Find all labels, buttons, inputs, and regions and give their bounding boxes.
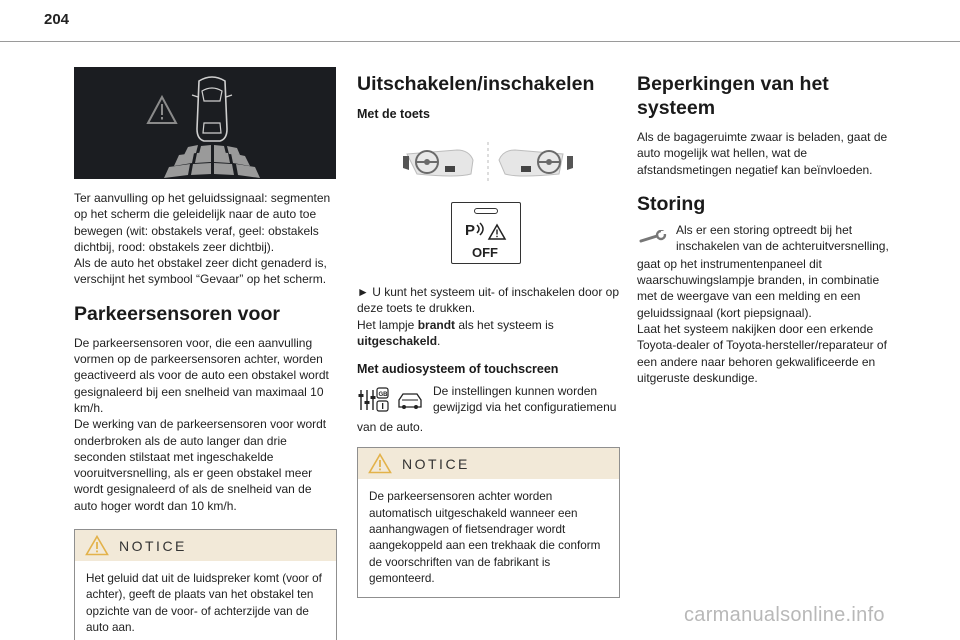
section-heading-limitations: Beperkingen van het systeem [637, 73, 829, 119]
page-number: 204 [44, 11, 70, 28]
subheading-audio: Met audiosysteem of touchscreen [357, 362, 559, 377]
section-heading-malfunction: Storing [637, 192, 706, 215]
svg-text:GB: GB [378, 392, 388, 399]
front-sensors-para-2: De werking van de parkeersensoren voor wordt onderbroken als de auto langer dan drie seconden stilstaat met ingeschakelde vooruitversnelling, als er geen obstakel meer wordt gesignaleerd of als de snelheid van de auto hoger wordt dan 10 km/h. [74, 417, 327, 513]
notice-title: NOTICE [402, 456, 470, 473]
dashboard-steering-wheel-icon [357, 134, 619, 194]
malfunction-row [637, 223, 899, 256]
notice-text: Het geluid dat uit de luidspreker komt (voor of achter), geeft de plaats van het obstakel ten opzichte van de voor- of achterzijde van de auto aan. [86, 572, 322, 634]
parking-display-figure [74, 67, 336, 179]
settings-car-menu-icon [357, 386, 423, 414]
subheading-with-button: Met de toets [357, 107, 430, 121]
lamp-text-bold-2: uitgeschakeld [357, 333, 438, 348]
notice-text: De parkeersensoren achter worden automatisch uitgeschakeld wanneer een aanhangwagen of fietsendrager wordt aangekoppeld aan een trekhaak die conform de voorschriften van de fabrikant is gemonteerd. [369, 490, 601, 585]
section-heading-disable-enable: Uitschakelen/inschakelen [357, 73, 595, 95]
parking-sensor-symbol-icon [465, 221, 509, 247]
notice-header [358, 448, 619, 479]
malfunction-text-3: Laat het systeem nakijken door een erkende Toyota-dealer of Toyota-hersteller/reparateur of een andere naar behoren gekwalificeerde en uitgeruste deskundige. [637, 322, 887, 385]
button-location-illustration [357, 122, 619, 272]
indicator-lamp-icon [474, 208, 498, 214]
lamp-text-bold-1: brandt [417, 317, 456, 332]
lamp-status-text [357, 317, 619, 350]
column-right [637, 72, 899, 386]
front-sensors-para-1: De parkeersensoren voor, die een aanvulling vormen op de parkeersensoren achter, worden geactiveerd als voor de auto een obstakel wordt gesignaleerd bij een snelheid van maximaal 10 km/h. [74, 335, 329, 415]
section-heading-front-sensors: Parkeersensoren voor [74, 302, 280, 325]
notice-title: NOTICE [119, 538, 187, 555]
park-sensor-off-button[interactable] [451, 202, 521, 264]
svg-text:P: P [465, 222, 476, 239]
parking-sensor-graphic-icon [74, 67, 336, 179]
limitations-text: Als de bagageruimte zwaar is beladen, gaat de auto mogelijk wat hellen, wat de afstandsmetingen negatief kan beïnvloeden. [637, 130, 888, 177]
column-middle [357, 72, 619, 598]
intro-text-1: Ter aanvulling op het geluidssignaal: segmenten op het scherm die geleidelijk naar de auto toe bewegen (wit: obstakels veraf, geel: obstakels dichtbij, rood: obstakels zeer dichtbij). [74, 191, 331, 254]
header-divider [0, 41, 960, 42]
toggle-instruction: ► U kunt het systeem uit- of inschakelen door op deze toets te drukken. [357, 285, 620, 316]
malfunction-text-1: Als er een storing optreedt bij het inschakelen van de achteruitversnelling, [676, 222, 889, 254]
intro-text-2: Als de auto het obstakel zeer dicht genaderd is, verschijnt het symbool “Gevaar” op het scherm. [74, 256, 327, 287]
malfunction-text-2: gaat op het instrumentenpaneel dit waarschuwingslampje branden, in combinatie met de weergave van een melding en een geluidssignaal (kort piepsignaal). [637, 256, 880, 320]
column-left [74, 67, 336, 640]
lamp-text-mid: als het systeem is [455, 317, 554, 332]
lamp-text-pre: Het lampje [357, 317, 418, 332]
warning-triangle-icon [368, 453, 392, 474]
notice-box-left [74, 529, 337, 640]
audio-settings-text-cont: van de auto. [357, 420, 424, 435]
wrench-warning-icon [639, 230, 669, 246]
button-label: OFF [472, 245, 498, 260]
notice-header [75, 530, 336, 561]
audio-settings-text: De instellingen kunnen worden gewijzigd via het configuratiemenu [433, 384, 617, 415]
notice-box-middle [357, 447, 620, 598]
lamp-text-post: . [437, 333, 441, 348]
audio-settings-row [357, 385, 619, 419]
warning-triangle-icon [85, 535, 109, 556]
watermark: carmanualsonline.info [684, 604, 885, 626]
